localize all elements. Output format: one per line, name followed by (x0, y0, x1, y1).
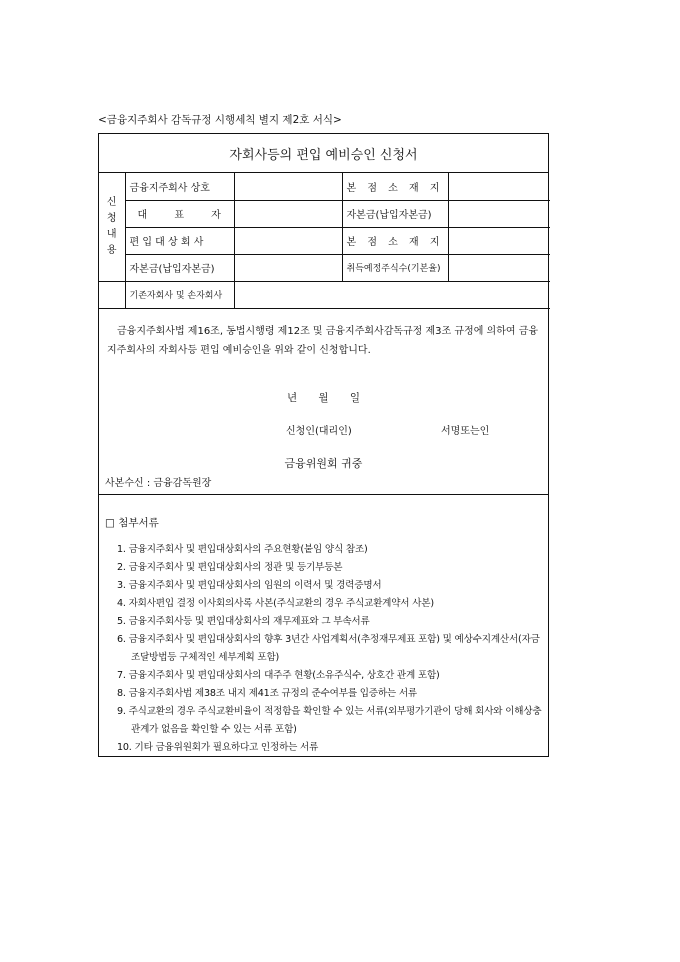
application-form (98, 133, 549, 757)
row-right-label: 본 점 소 재 지 (342, 173, 448, 200)
table-row (99, 254, 550, 281)
row-label: 기존자회사 및 손자회사 (125, 281, 234, 308)
value-field[interactable] (448, 200, 550, 227)
table-row (99, 200, 550, 227)
copy-recipient: 사본수신 : 금융감독원장 (105, 478, 212, 489)
table-row (99, 227, 550, 254)
side-label: 신 청 내 용 (99, 173, 125, 281)
value-field[interactable] (234, 281, 550, 308)
list-item: 10. 기타 금융위원회가 필요하다고 인정하는 서류 (117, 742, 319, 753)
table-row (99, 281, 550, 308)
application-info-table (99, 173, 550, 309)
value-field[interactable] (234, 173, 342, 200)
form-title: 자회사등의 편입 예비승인 신청서 (99, 134, 548, 173)
application-statement: 금융지주회사법 제16조, 동법시행령 제12조 및 금융지주회사감독규정 제3조 규정에 의하여 금융지주회사의 자회사등 편입 예비승인을 위와 같이 신청합니다. (107, 326, 539, 356)
list-item: 1. 금융지주회사 및 편입대상회사의 주요현황(붙임 양식 참조) (117, 544, 368, 555)
row-label: 금융지주회사 상호 (125, 173, 234, 200)
value-field[interactable] (234, 254, 342, 281)
signature-label: 서명또는인 (441, 426, 490, 437)
list-item: 5. 금융지주회사등 및 편입대상회사의 재무제표와 그 부속서류 (117, 616, 370, 627)
list-item: 2. 금융지주회사 및 편입대상회사의 정관 및 등기부등본 (117, 562, 343, 573)
value-field[interactable] (234, 200, 342, 227)
list-item: 6. 금융지주회사 및 편입대상회사의 향후 3년간 사업계획서(추정재무제표 포함) 및 예상수지계산서(자금조달방법등 구체적인 세부계획 포함) (117, 634, 540, 663)
applicant-label: 신청인(대리인) (286, 426, 352, 437)
row-label: 편 입 대 상 회 사 (125, 227, 234, 254)
row-right-label: 본 점 소 재 지 (342, 227, 448, 254)
table-row (99, 173, 550, 200)
list-item: 9. 주식교환의 경우 주식교환비율이 적정함을 확인할 수 있는 서류(외부평가기관이 당해 회사와 이해상충관계가 없음을 확인할 수 있는 서류 포함) (117, 706, 542, 735)
row-right-label: 자본금(납입자본금) (342, 200, 448, 227)
form-caption: <금융지주회사 감독규정 시행세칙 별지 제2호 서식> (98, 114, 342, 126)
value-field[interactable] (448, 227, 550, 254)
empty-cell (99, 281, 125, 308)
attachments-list (107, 541, 545, 757)
list-item: 4. 자회사편입 결정 이사회의사록 사본(주식교환의 경우 주식교환계약서 사본) (117, 598, 434, 609)
date-line: 년 월 일 (286, 392, 361, 404)
attachments-title: □ 첨부서류 (105, 517, 159, 529)
addressee: 금융위원회 귀중 (284, 457, 363, 470)
value-field[interactable] (448, 254, 550, 281)
row-label: 대 표 자 (125, 200, 234, 227)
value-field[interactable] (448, 173, 550, 200)
section-divider (99, 494, 548, 495)
list-item: 8. 금융지주회사법 제38조 내지 제41조 규정의 준수여부를 입증하는 서류 (117, 688, 417, 699)
row-label: 자본금(납입자본금) (125, 254, 234, 281)
list-item: 7. 금융지주회사 및 편입대상회사의 대주주 현황(소유주식수, 상호간 관계 포함) (117, 670, 440, 681)
row-right-label: 취득예정주식수(기본율) (342, 254, 448, 281)
value-field[interactable] (234, 227, 342, 254)
list-item: 3. 금융지주회사 및 편입대상회사의 임원의 이력서 및 경력증명서 (117, 580, 382, 591)
